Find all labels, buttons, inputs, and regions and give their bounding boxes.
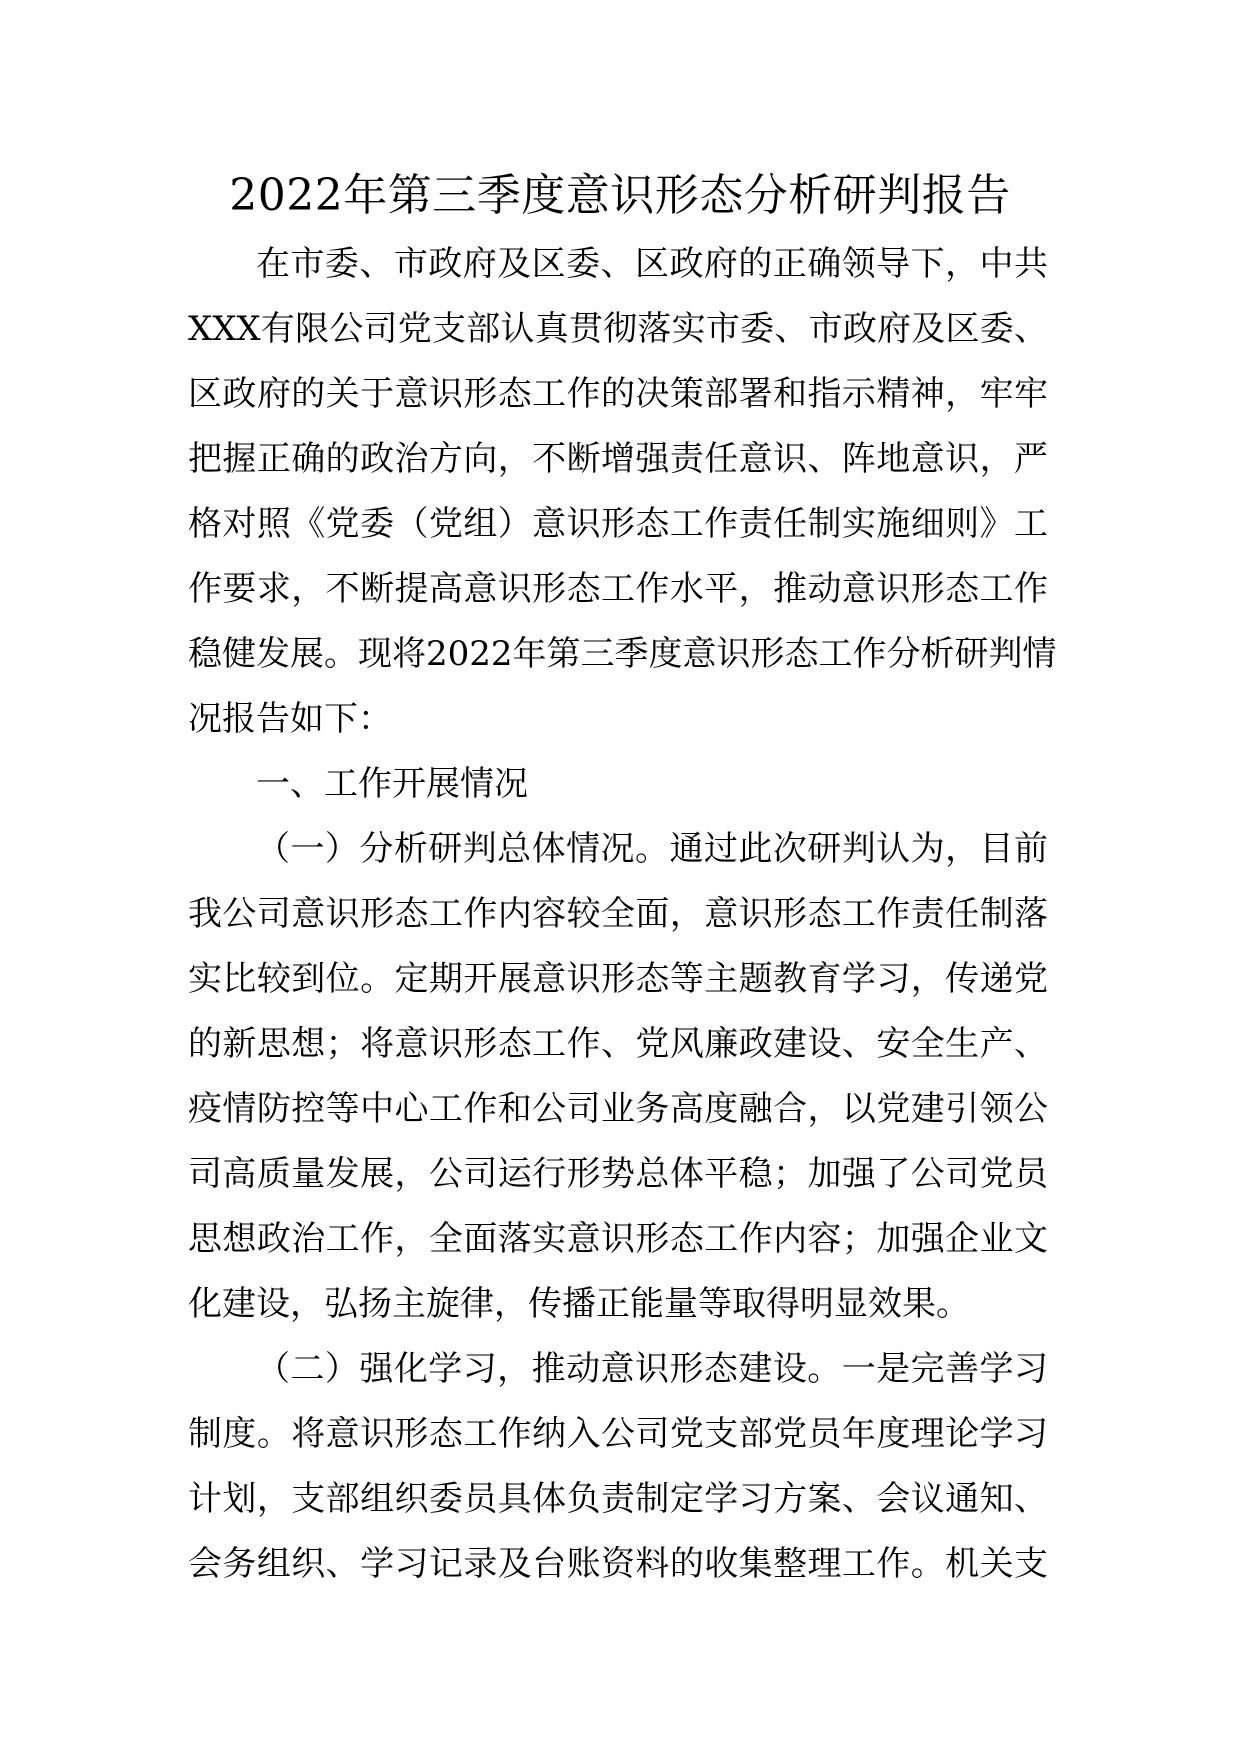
paragraph-2-line-4: 的新思想；将意识形态工作、党风廉政建设、安全生产、 [188,1024,1048,1064]
paragraph-1-line-5: 格对照《党委（党组）意识形态工作责任制实施细则》工 [188,504,1048,544]
paragraph-2-line-8: 化建设，弘扬主旋律，传播正能量等取得明显效果。 [188,1284,970,1324]
paragraph-1-line-3: 区政府的关于意识形态工作的决策部署和指示精神，牢牢 [188,374,1048,414]
paragraph-3-line-2: 制度。将意识形态工作纳入公司党支部党员年度理论学习 [188,1414,1048,1454]
paragraph-3-line-1: （二）强化学习，推动意识形态建设。一是完善学习 [256,1349,1048,1389]
paragraph-3-line-3: 计划，支部组织委员具体负责制定学习方案、会议通知、 [188,1479,1048,1519]
paragraph-1-line-7: 稳健发展。现将2022年第三季度意识形态工作分析研判情 [188,634,1057,674]
paragraph-3-line-4: 会务组织、学习记录及台账资料的收集整理工作。机关支 [188,1544,1048,1584]
paragraph-1-line-1: 在市委、市政府及区委、区政府的正确领导下，中共 [256,244,1048,284]
document-body [188,232,1057,1597]
section-heading-1: 一、工作开展情况 [256,764,528,804]
paragraph-2-line-5: 疫情防控等中心工作和公司业务高度融合，以党建引领公 [188,1089,1048,1129]
paragraph-1-line-4: 把握正确的政治方向，不断增强责任意识、阵地意识，严 [188,439,1048,479]
paragraph-1-line-6: 作要求，不断提高意识形态工作水平，推动意识形态工作 [188,569,1048,609]
paragraph-2-line-2: 我公司意识形态工作内容较全面，意识形态工作责任制落 [188,894,1048,934]
document-title: 2022年第三季度意识形态分析研判报告 [229,170,1011,221]
paragraph-1-line-2: XXX有限公司党支部认真贯彻落实市委、市政府及区委、 [188,309,1048,349]
paragraph-2-line-1: （一）分析研判总体情况。通过此次研判认为，目前 [256,829,1048,869]
paragraph-2-line-7: 思想政治工作，全面落实意识形态工作内容；加强企业文 [188,1219,1048,1259]
paragraph-1-line-8: 况报告如下： [188,699,392,739]
paragraph-2-line-6: 司高质量发展，公司运行形势总体平稳；加强了公司党员 [188,1154,1048,1194]
paragraph-2-line-3: 实比较到位。定期开展意识形态等主题教育学习，传递党 [188,959,1048,999]
